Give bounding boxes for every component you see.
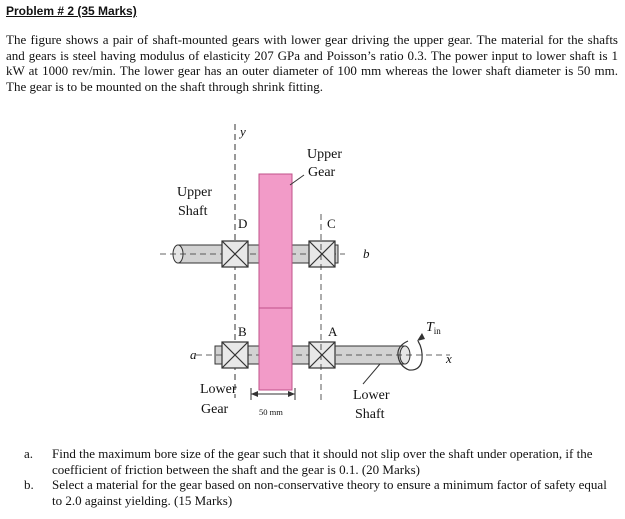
lower-shaft-label-2: Shaft (355, 407, 385, 422)
label-a: a (190, 347, 197, 362)
label-C: C (327, 216, 336, 231)
question-a-text: Find the maximum bore size of the gear such that it should not slip over the shaft under operation, if the coefficient of friction between the shaft and the gear is 0.1. (20 Marks) (52, 446, 593, 477)
label-B: B (238, 324, 247, 339)
lower-gear-label-1: Lower (200, 382, 237, 397)
label-D: D (238, 216, 248, 231)
label-A: A (328, 324, 338, 339)
question-list (24, 446, 616, 508)
lower-gear (259, 308, 292, 390)
upper-gear-label-1: Upper (307, 147, 342, 162)
dim-arrow-right (288, 391, 295, 397)
x-axis-label: x (446, 351, 452, 366)
dim-arrow-left (251, 391, 258, 397)
upper-shaft-label-1: Upper (177, 185, 212, 200)
lower-shaft-leader (363, 364, 380, 384)
torque-arrowhead (417, 333, 425, 341)
lower-shaft-label-1: Lower (353, 388, 390, 403)
bearing-B (222, 342, 248, 368)
problem-title: Problem # 2 (35 Marks) (6, 4, 137, 18)
question-b-marker: b. (24, 477, 34, 492)
question-b (24, 477, 616, 508)
dimension-label: 50 mm (259, 407, 283, 417)
lower-gear-label-2: Gear (201, 402, 229, 417)
question-a-marker: a. (24, 446, 34, 461)
bearing-A (309, 342, 335, 368)
upper-gear (259, 174, 292, 308)
bearing-D (222, 241, 248, 267)
question-a (24, 446, 616, 477)
upper-shaft-label-2: Shaft (178, 204, 208, 219)
problem-statement: The figure shows a pair of shaft-mounted gears with lower gear driving the upper gear. The material for the shafts and gears is steel having modulus of elasticity 207 GPa and Poisson’s ratio 0.3. The power input to lower shaft is 1 kW at 1000 rev/min. The lower gear has an outer diameter of 100 mm whereas the lower shaft diameter is 50 mm. The gear is to be mounted on the shaft through shrink fitting. (6, 32, 618, 94)
torque-label: $T_{in}$ (426, 320, 441, 336)
question-b-text: Select a material for the gear based on non-conservative theory to ensure a minimum factor of safety equal to 2.0 against yielding. (15 Marks) (52, 477, 607, 508)
upper-gear-label-2: Gear (308, 165, 336, 180)
label-b: b (363, 246, 370, 261)
y-axis-label: y (240, 124, 246, 139)
bearing-C (309, 241, 335, 267)
